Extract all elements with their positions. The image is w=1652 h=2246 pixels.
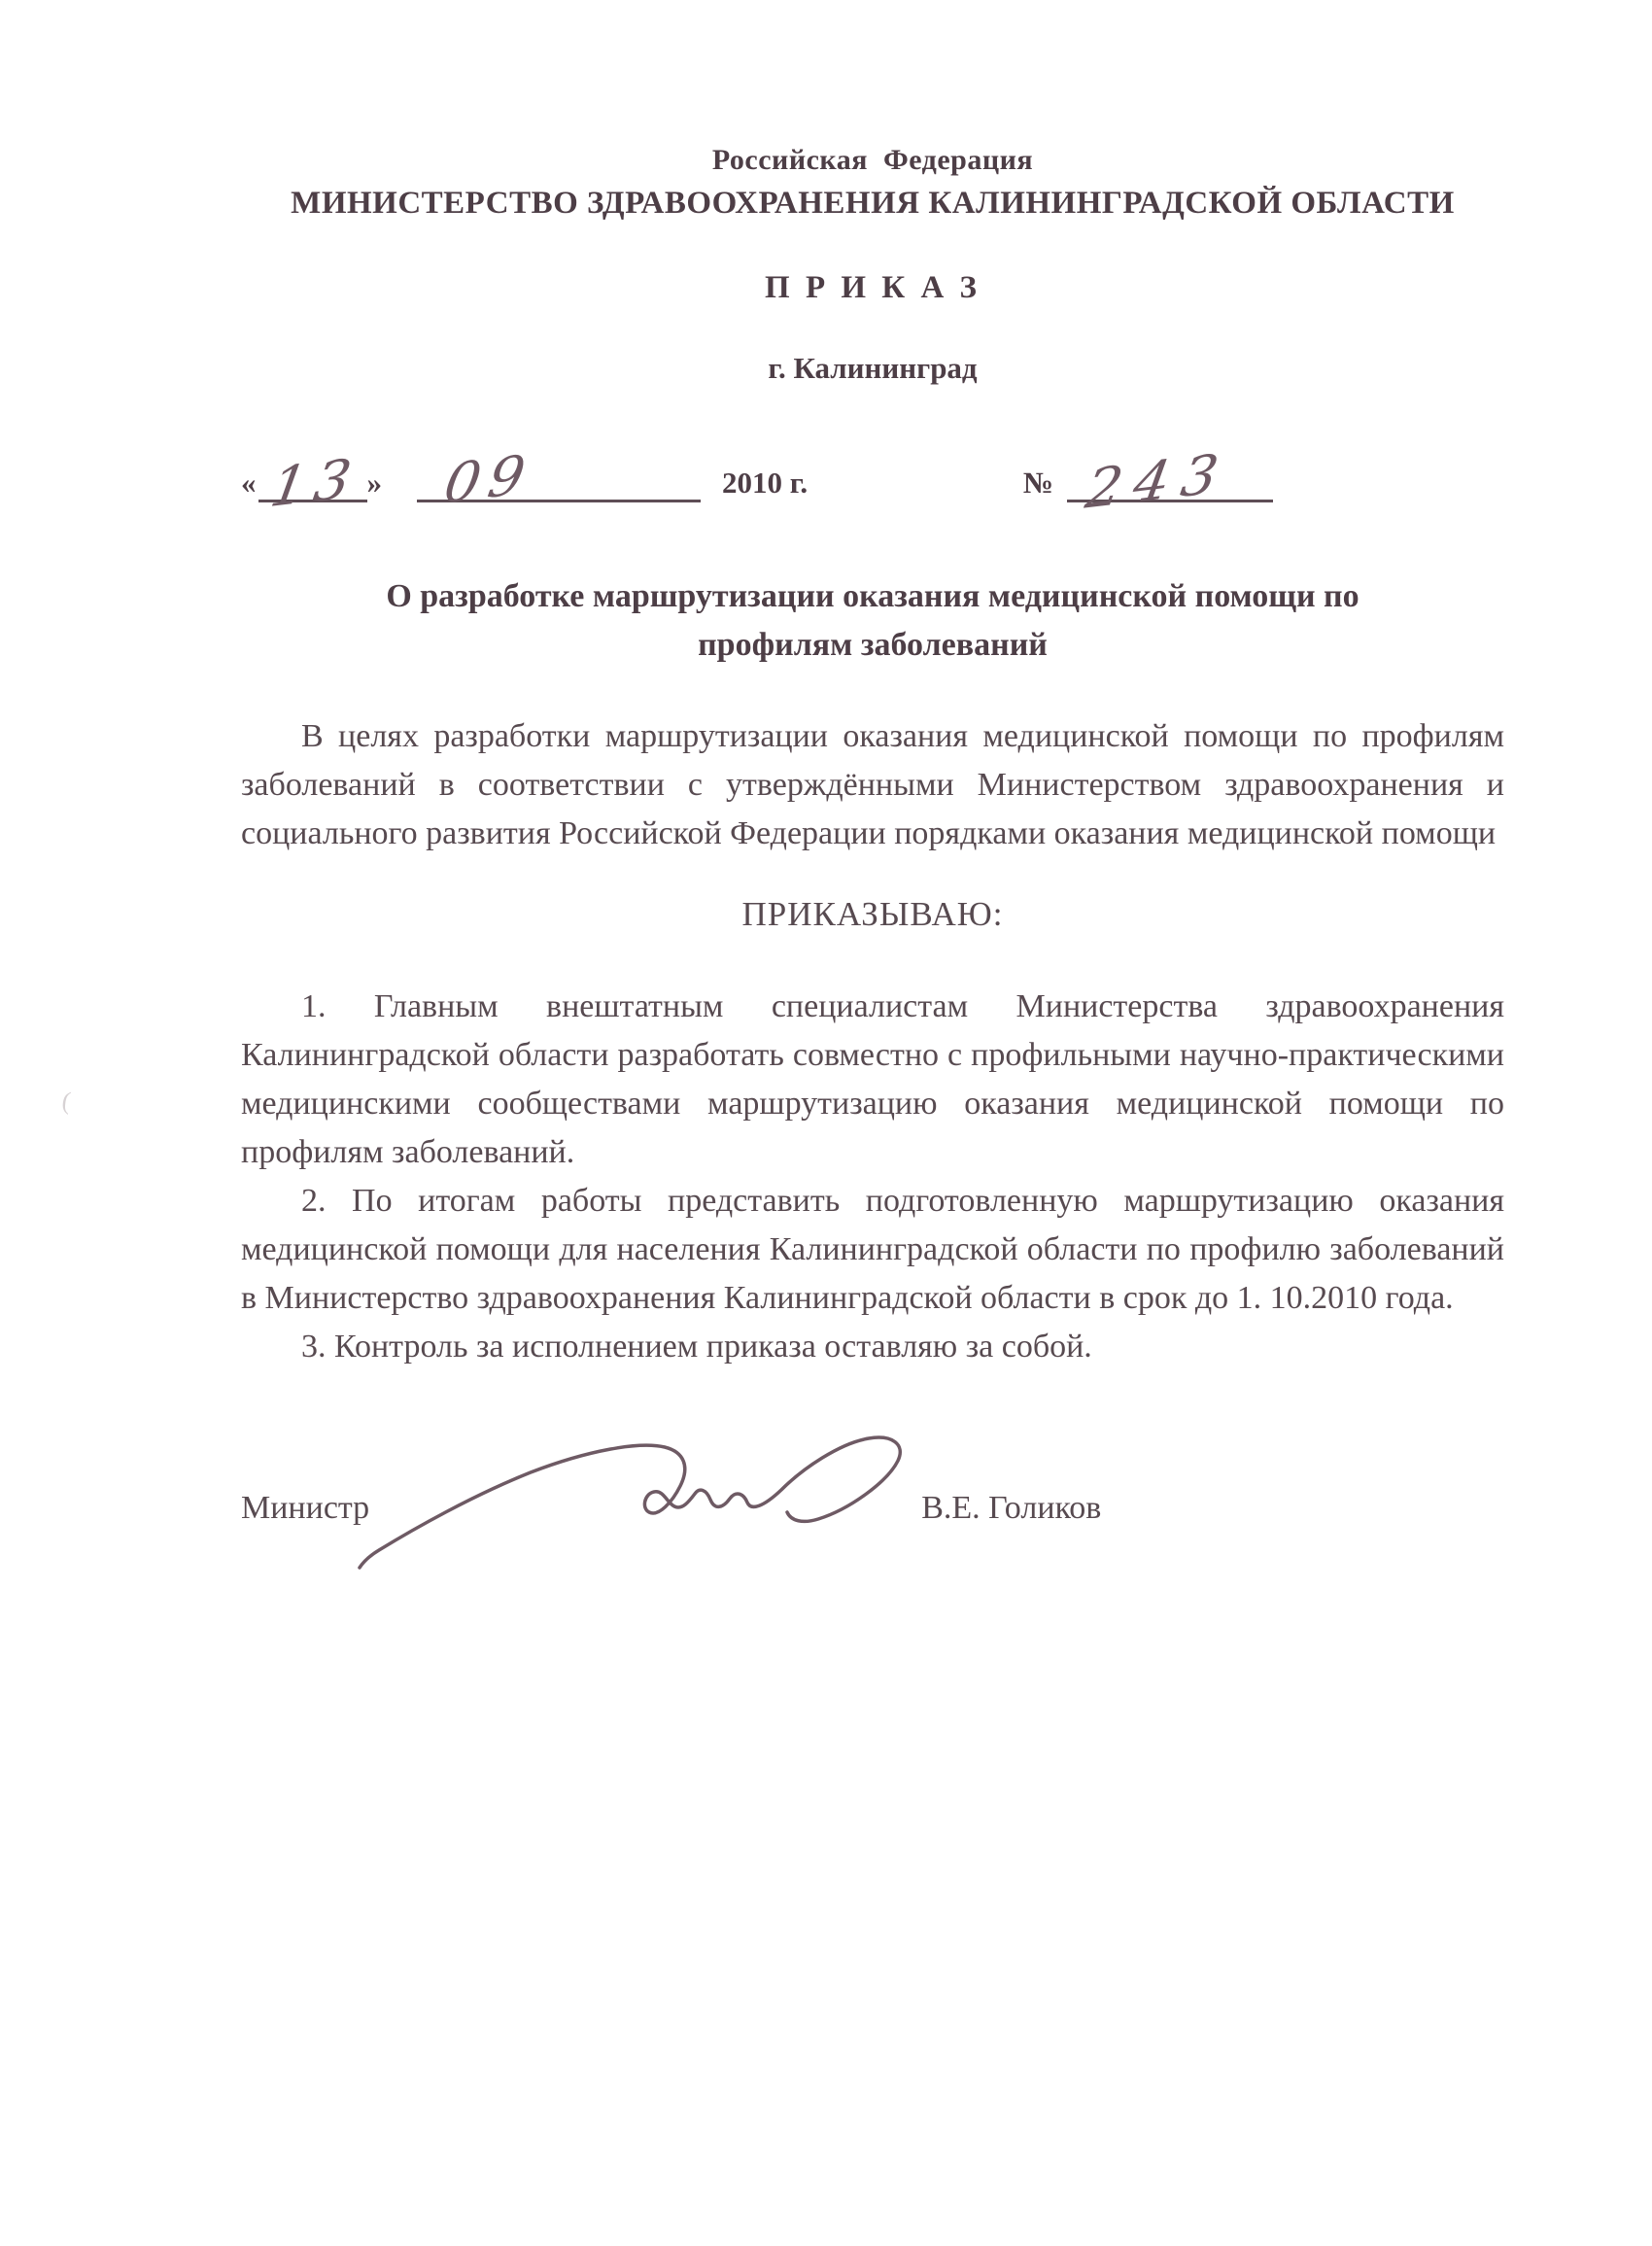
date-group: [241, 442, 809, 521]
month-value: 09: [439, 442, 537, 517]
signatory-name: В.Е. Голиков: [921, 1490, 1102, 1526]
order-item-3: 3. Контроль за исполнением приказа оставляю за собой.: [301, 1329, 1092, 1365]
order-number-group: [1022, 441, 1273, 522]
signature-row: [241, 1435, 1504, 1581]
close-quote: »: [366, 466, 382, 500]
order-item-1: 1. Главным внештатным специалистам Министерства здравоохранения Калининградской области разработать совместно с профильными научно-практическими медицинскими сообществами маршрутизацию оказания медицинской помощи по профилям заболеваний.: [241, 988, 1504, 1170]
number-sign: №: [1022, 466, 1053, 500]
signature: [356, 1435, 997, 1581]
preamble-paragraph: В целях разработки маршрутизации оказания медицинской помощи по профилям заболеваний в соответствии с утверждёнными Министерством здравоохранения и социального развития Российской Федерации порядками оказания медицинской помощи: [241, 718, 1504, 851]
handwritten-day-field: [258, 443, 367, 521]
order-item-2: 2. По итогам работы представить подготовленную маршрутизацию оказания медицинской помощи для населения Калининградской области по профилю заболеваний в Министерство здравоохранения Калининградской области в срок до 1. 10.2010 года.: [241, 1183, 1504, 1316]
number-value: 243: [1081, 441, 1235, 522]
date-number-row: [241, 441, 1504, 522]
signatory-position: Министр: [241, 1490, 370, 1526]
header-country: Российская Федерация: [711, 144, 1034, 176]
scan-artifact: (: [60, 1086, 73, 1116]
year-label: 2010 г.: [722, 466, 809, 500]
prikazyvayu-heading: ПРИКАЗЫВАЮ:: [741, 895, 1004, 933]
day-value: 13: [265, 446, 363, 521]
handwritten-number-field: [1067, 441, 1273, 522]
handwritten-month-field: [417, 442, 701, 517]
city-line: г. Калининград: [768, 351, 978, 385]
header-ministry: МИНИСТЕРСТВО ЗДРАВООХРАНЕНИЯ КАЛИНИНГРАДСКОЙ ОБЛАСТИ: [291, 186, 1455, 221]
open-quote: «: [241, 466, 257, 500]
document-header: [241, 144, 1504, 222]
document-type-heading: П Р И К А З: [765, 270, 981, 305]
order-title: О разработке маршрутизации оказания медицинской помощи по профилям заболеваний: [386, 578, 1359, 663]
